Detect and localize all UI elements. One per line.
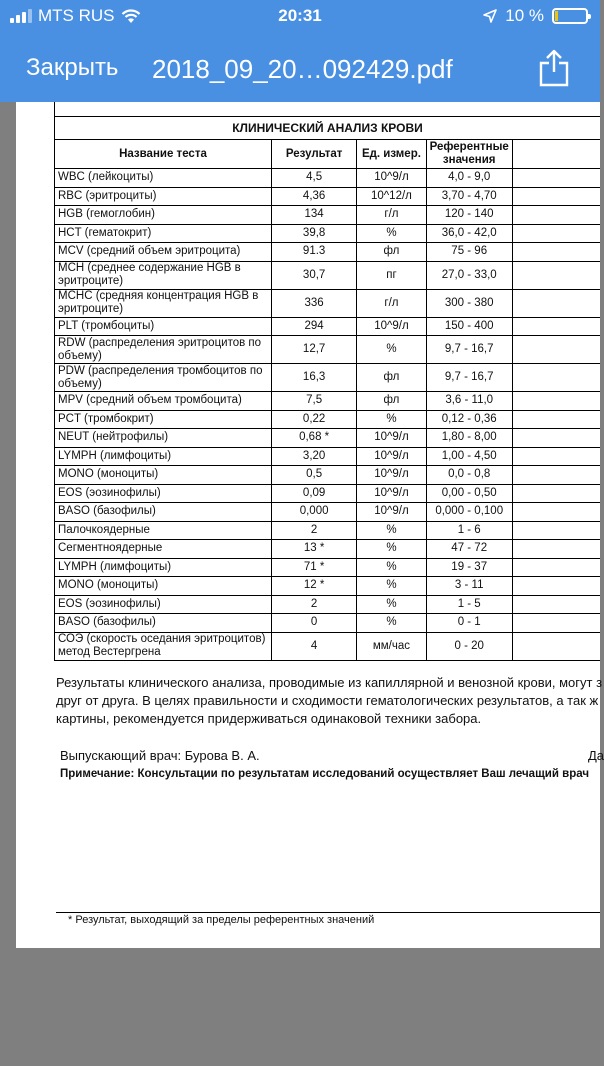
- cell-reference: 3,6 - 11,0: [426, 392, 512, 411]
- note-line: Результаты клинического анализа, проводимые из капиллярной и венозной крови, могут з: [56, 675, 603, 690]
- footnote: * Результат, выходящий за пределы референтных значений: [68, 914, 375, 926]
- cell-result: 4,5: [271, 169, 356, 188]
- cell-extra: [512, 521, 600, 540]
- issuing-doctor: Выпускающий врач: Бурова В. А.: [60, 748, 260, 763]
- nav-bar: [0, 40, 600, 96]
- cell-reference: 1 - 5: [426, 595, 512, 614]
- close-button[interactable]: Закрыть: [26, 54, 119, 81]
- cell-reference: 1,80 - 8,00: [426, 429, 512, 448]
- note-line: картины, рекомендуется придерживаться одинаковой техники забора.: [56, 711, 482, 726]
- cell-test-name: Палочкоядерные: [55, 521, 272, 540]
- cell-extra: [512, 429, 600, 448]
- note-line: друг от друга. В целях правильности и сходимости гематологических результатов, а так ж: [56, 693, 599, 708]
- cell-result: 13 *: [271, 540, 356, 559]
- cell-result: 91.3: [271, 243, 356, 262]
- cell-result: 0,09: [271, 484, 356, 503]
- table-row: [55, 187, 601, 206]
- cell-reference: 150 - 400: [426, 317, 512, 336]
- cell-unit: фл: [357, 364, 426, 392]
- carrier-label: MTS RUS: [38, 6, 115, 25]
- status-bar: [0, 0, 600, 34]
- cell-test-name: BASO (базофилы): [55, 614, 272, 633]
- table-row: [55, 289, 601, 317]
- cell-extra: [512, 224, 600, 243]
- cell-extra: [512, 261, 600, 289]
- cell-extra: [512, 558, 600, 577]
- cell-extra: [512, 289, 600, 317]
- cell-test-name: HGB (гемоглобин): [55, 206, 272, 225]
- cell-reference: 9,7 - 16,7: [426, 336, 512, 364]
- date-label: Да: [588, 748, 604, 763]
- cell-test-name: MCHC (средняя концентрация HGB в эритроците): [55, 289, 272, 317]
- table-row: [55, 521, 601, 540]
- cell-unit: 10^9/л: [357, 503, 426, 522]
- cell-unit: %: [357, 558, 426, 577]
- table-row: [55, 503, 601, 522]
- cell-test-name: RBC (эритроциты): [55, 187, 272, 206]
- cell-test-name: RDW (распределения эритроцитов по объему): [55, 336, 272, 364]
- cell-reference: 4,0 - 9,0: [426, 169, 512, 188]
- cell-reference: 0 - 20: [426, 632, 512, 660]
- cell-unit: пг: [357, 261, 426, 289]
- cell-unit: г/л: [357, 289, 426, 317]
- cell-reference: 27,0 - 33,0: [426, 261, 512, 289]
- cell-unit: 10^9/л: [357, 484, 426, 503]
- cell-result: 0: [271, 614, 356, 633]
- cell-reference: 120 - 140: [426, 206, 512, 225]
- table-row: [55, 595, 601, 614]
- cell-unit: 10^12/л: [357, 187, 426, 206]
- cell-result: 30,7: [271, 261, 356, 289]
- table-row: [55, 447, 601, 466]
- cell-unit: %: [357, 336, 426, 364]
- cell-unit: 10^9/л: [357, 169, 426, 188]
- document-title: 2018_09_20…092429.pdf: [152, 54, 453, 84]
- cell-reference: 0,0 - 0,8: [426, 466, 512, 485]
- cell-result: 3,20: [271, 447, 356, 466]
- blood-test-table: [54, 116, 600, 661]
- table-body: [55, 169, 601, 661]
- cell-extra: [512, 577, 600, 596]
- cell-extra: [512, 503, 600, 522]
- cell-result: 0,22: [271, 410, 356, 429]
- table-row: [55, 632, 601, 660]
- cell-extra: [512, 364, 600, 392]
- cell-result: 2: [271, 595, 356, 614]
- table-row: [55, 540, 601, 559]
- cell-reference: 47 - 72: [426, 540, 512, 559]
- cell-reference: 3 - 11: [426, 577, 512, 596]
- cell-reference: 0,12 - 0,36: [426, 410, 512, 429]
- cell-test-name: СОЭ (скорость оседания эритроцитов) метод Вестергрена: [55, 632, 272, 660]
- cell-reference: 1,00 - 4,50: [426, 447, 512, 466]
- cell-test-name: HCT (гематокрит): [55, 224, 272, 243]
- notes-block: [56, 674, 602, 728]
- cell-unit: мм/час: [357, 632, 426, 660]
- cell-test-name: EOS (эозинофилы): [55, 484, 272, 503]
- cell-extra: [512, 169, 600, 188]
- cell-extra: [512, 336, 600, 364]
- cell-reference: 0,000 - 0,100: [426, 503, 512, 522]
- cell-extra: [512, 484, 600, 503]
- table-row: [55, 484, 601, 503]
- cell-test-name: PLT (тромбоциты): [55, 317, 272, 336]
- cell-unit: 10^9/л: [357, 429, 426, 448]
- cell-result: 294: [271, 317, 356, 336]
- table-row: [55, 614, 601, 633]
- cell-extra: [512, 243, 600, 262]
- cell-result: 134: [271, 206, 356, 225]
- clock: 20:31: [278, 6, 322, 25]
- cell-extra: [512, 447, 600, 466]
- cell-test-name: EOS (эозинофилы): [55, 595, 272, 614]
- cell-unit: %: [357, 410, 426, 429]
- table-row: [55, 558, 601, 577]
- cell-result: 16,3: [271, 364, 356, 392]
- table-row: [55, 224, 601, 243]
- cell-test-name: BASO (базофилы): [55, 503, 272, 522]
- cell-unit: фл: [357, 243, 426, 262]
- cell-test-name: WBC (лейкоциты): [55, 169, 272, 188]
- cell-reference: 0 - 1: [426, 614, 512, 633]
- footnote-divider: [56, 912, 600, 913]
- battery-percent: 10 %: [505, 6, 544, 25]
- table-row: [55, 410, 601, 429]
- table-row: [55, 466, 601, 485]
- table-title-row: [55, 117, 601, 140]
- cell-extra: [512, 392, 600, 411]
- header-reference: Референтные значения: [426, 140, 512, 169]
- header-result: Результат: [271, 140, 356, 169]
- cell-result: 7,5: [271, 392, 356, 411]
- cell-unit: 10^9/л: [357, 447, 426, 466]
- cell-result: 39,8: [271, 224, 356, 243]
- cell-extra: [512, 595, 600, 614]
- table-row: [55, 577, 601, 596]
- cell-test-name: NEUT (нейтрофилы): [55, 429, 272, 448]
- cell-reference: 1 - 6: [426, 521, 512, 540]
- battery-icon: [552, 8, 588, 24]
- cell-extra: [512, 540, 600, 559]
- cell-unit: %: [357, 224, 426, 243]
- table-row: [55, 336, 601, 364]
- table-row: [55, 364, 601, 392]
- cell-unit: г/л: [357, 206, 426, 225]
- cell-test-name: PDW (распределения тромбоцитов по объему): [55, 364, 272, 392]
- cell-result: 336: [271, 289, 356, 317]
- cell-extra: [512, 206, 600, 225]
- cell-result: 2: [271, 521, 356, 540]
- cell-reference: 3,70 - 4,70: [426, 187, 512, 206]
- cell-reference: 19 - 37: [426, 558, 512, 577]
- cell-reference: 36,0 - 42,0: [426, 224, 512, 243]
- cell-extra: [512, 466, 600, 485]
- table-row: [55, 429, 601, 448]
- table-row: [55, 317, 601, 336]
- header-unit: Ед. измер.: [357, 140, 426, 169]
- location-arrow-icon: [483, 9, 497, 23]
- cell-extra: [512, 410, 600, 429]
- cell-unit: 10^9/л: [357, 317, 426, 336]
- report-title: КЛИНИЧЕСКИЙ АНАЛИЗ КРОВИ: [55, 117, 601, 140]
- cell-test-name: LYMPH (лимфоциты): [55, 558, 272, 577]
- page-border: [54, 102, 55, 116]
- cell-result: 12 *: [271, 577, 356, 596]
- table-row: [55, 261, 601, 289]
- cell-unit: %: [357, 595, 426, 614]
- cell-result: 4,36: [271, 187, 356, 206]
- cell-test-name: LYMPH (лимфоциты): [55, 447, 272, 466]
- cell-reference: 300 - 380: [426, 289, 512, 317]
- cell-extra: [512, 614, 600, 633]
- cell-result: 12,7: [271, 336, 356, 364]
- cell-unit: %: [357, 614, 426, 633]
- cell-test-name: MONO (моноциты): [55, 466, 272, 485]
- cell-extra: [512, 187, 600, 206]
- cell-result: 0,68 *: [271, 429, 356, 448]
- cell-test-name: Сегментноядерные: [55, 540, 272, 559]
- remark-text: Примечание: Консультации по результатам исследований осуществляет Ваш лечащий врач: [60, 768, 589, 780]
- cell-test-name: MCH (среднее содержание HGB в эритроците): [55, 261, 272, 289]
- cell-unit: %: [357, 540, 426, 559]
- table-row: [55, 243, 601, 262]
- cell-unit: фл: [357, 392, 426, 411]
- cell-reference: 9,7 - 16,7: [426, 364, 512, 392]
- status-right: [483, 6, 588, 26]
- table-header-row: [55, 140, 601, 169]
- cell-test-name: MONO (моноциты): [55, 577, 272, 596]
- share-icon[interactable]: [536, 48, 572, 88]
- pdf-page[interactable]: [16, 102, 604, 948]
- cell-result: 0,000: [271, 503, 356, 522]
- cell-test-name: MPV (средний объем тромбоцита): [55, 392, 272, 411]
- table-row: [55, 392, 601, 411]
- table-row: [55, 169, 601, 188]
- cell-test-name: MCV (средний объем эритроцита): [55, 243, 272, 262]
- header-name: Название теста: [55, 140, 272, 169]
- cell-extra: [512, 632, 600, 660]
- cell-result: 4: [271, 632, 356, 660]
- top-bar: [0, 0, 600, 102]
- cell-reference: 75 - 96: [426, 243, 512, 262]
- cell-unit: 10^9/л: [357, 466, 426, 485]
- cell-result: 0,5: [271, 466, 356, 485]
- table-row: [55, 206, 601, 225]
- cell-unit: %: [357, 577, 426, 596]
- header-extra: [512, 140, 600, 169]
- cell-extra: [512, 317, 600, 336]
- cell-reference: 0,00 - 0,50: [426, 484, 512, 503]
- cell-result: 71 *: [271, 558, 356, 577]
- cell-test-name: PCT (тромбокрит): [55, 410, 272, 429]
- cell-unit: %: [357, 521, 426, 540]
